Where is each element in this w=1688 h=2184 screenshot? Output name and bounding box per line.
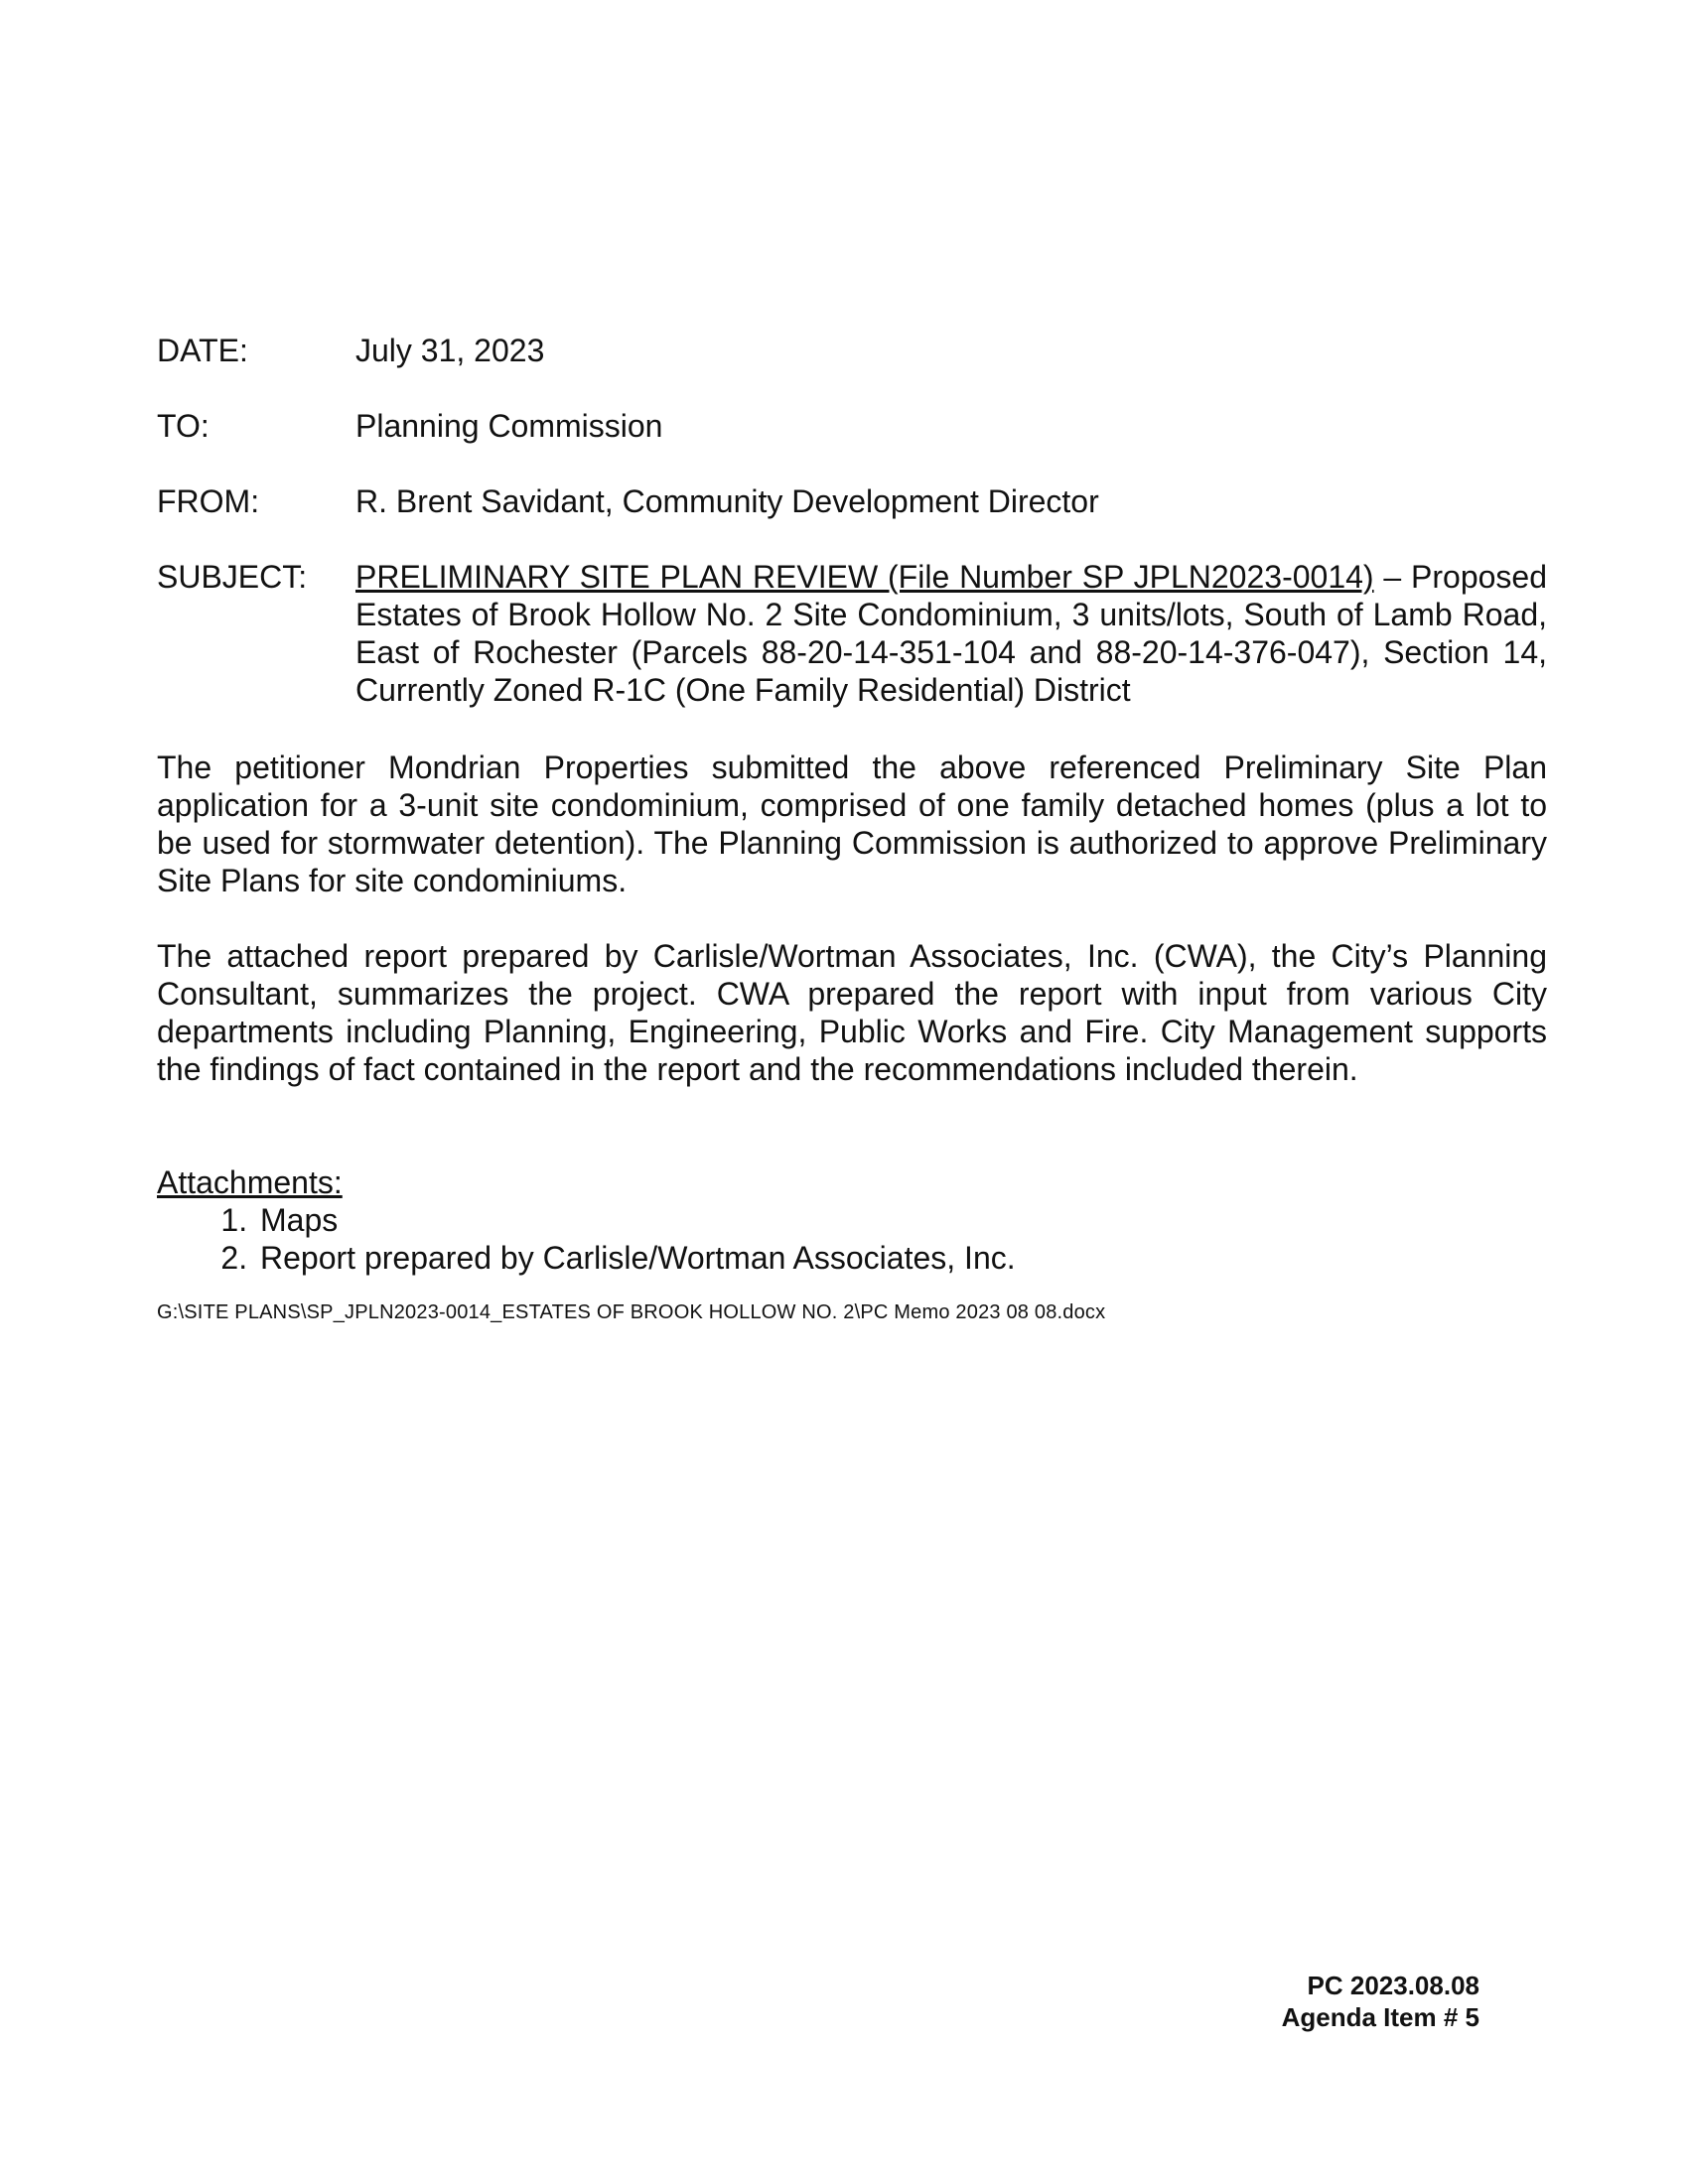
from-value: R. Brent Savidant, Community Development Director [355,483,1099,519]
subject-row [157,558,1547,709]
from-row [157,482,1547,520]
body-paragraph-2: The attached report prepared by Carlisle/Wortman Associates, Inc. (CWA), the City’s Planning Consultant, summarizes the project. CWA prepared the report with input from various City departments including Planning, Engineering, Public Works and Fire. City Management supports the findings of fact contained in the report and the recommendations included therein. [157,938,1547,1087]
attachments-section [157,1163,1016,1277]
memo-header [157,332,1547,747]
date-row [157,332,1547,369]
subject-title: PRELIMINARY SITE PLAN REVIEW (File Number SP JPLN2023-0014) [355,559,1374,595]
meeting-reference: PC 2023.08.08 [1307,1971,1479,2000]
attachments-list [157,1201,1016,1277]
body-paragraph-1: The petitioner Mondrian Properties submitted the above referenced Preliminary Site Plan application for a 3-unit site condominium, comprised of one family detached homes (plus a lot to be used for stormwater detention). The Planning Commission is authorized to approve Preliminary Site Plans for site condominiums. [157,750,1547,898]
attachment-item: 1. Maps [256,1201,1016,1239]
date-value: July 31, 2023 [355,333,545,368]
date-label: DATE: [157,333,248,368]
agenda-item-number: Agenda Item # 5 [1281,2002,1479,2032]
file-path: G:\SITE PLANS\SP_JPLN2023-0014_ESTATES OF BROOK HOLLOW NO. 2\PC Memo 2023 08 08.docx [157,1301,1106,1323]
to-value: Planning Commission [355,408,663,444]
agenda-footer [1282,1970,1479,2033]
attachment-item: 2. Report prepared by Carlisle/Wortman Associates, Inc. [256,1239,1016,1277]
to-label: TO: [157,408,210,444]
to-row [157,407,1547,445]
from-label: FROM: [157,483,260,519]
attachments-title: Attachments: [157,1164,343,1200]
subject-description: – Proposed Estates of Brook Hollow No. 2 Site Condominium, 3 units/lots, South of Lamb Road, East of Rochester (Parcels 88-20-14-351-104 and 88-20-14-376-047), Section 14, Currently Zoned R-1C (One Family Residential) District [355,559,1548,708]
subject-value [355,558,1547,709]
subject-label: SUBJECT: [157,559,308,595]
